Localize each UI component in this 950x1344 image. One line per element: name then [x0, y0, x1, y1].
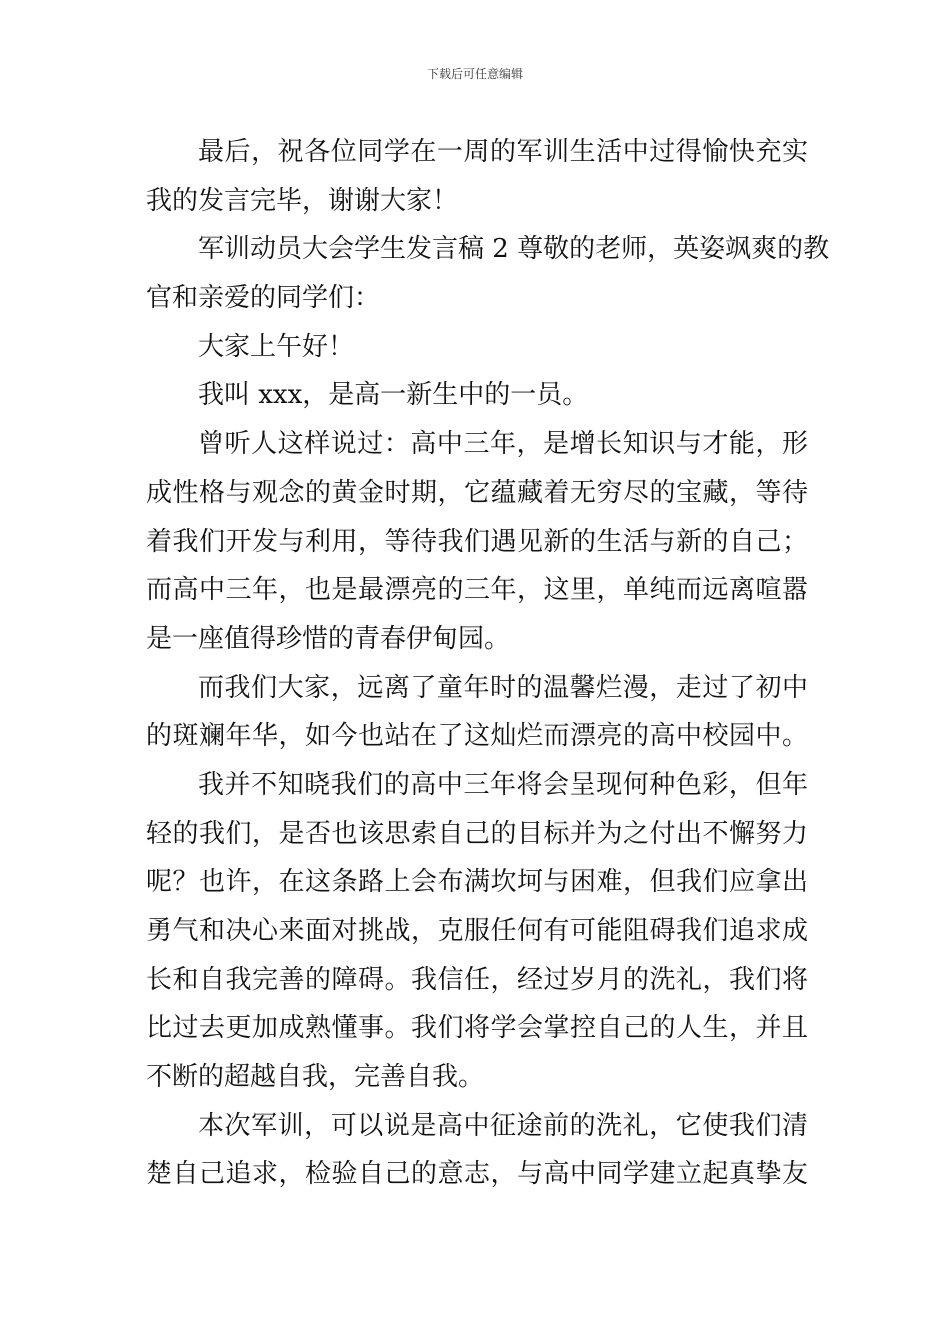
text-line: 比过去更加成熟懂事。我们将学会掌控自己的人生，并且: [146, 1013, 808, 1044]
text-line: 不断的超越自我，完善自我。: [146, 1062, 485, 1093]
text-line: 着我们开发与利用，等待我们遇见新的生活与新的自己；: [146, 526, 808, 557]
text-line: 而高中三年，也是最漂亮的三年，这里，单纯而远离喧嚣: [146, 575, 808, 606]
text-line: 楚自己追求，检验自己的意志，与高中同学建立起真挚友: [146, 1159, 808, 1190]
text-line: 长和自我完善的障碍。我信任，经过岁月的洗礼，我们将: [146, 964, 808, 995]
text-line: 官和亲爱的同学们：: [146, 283, 381, 314]
document-body: [146, 128, 830, 1199]
text-line: 我的发言完毕，谢谢大家！: [146, 185, 459, 216]
text-line: 我叫 xxx，是高一新生中的一员。: [198, 380, 589, 411]
page-header: 下载后可任意编辑: [426, 67, 523, 81]
text-line: 本次军训，可以说是高中征途前的洗礼，它使我们清: [198, 1110, 808, 1141]
text-line: 勇气和决心来面对挑战，克服任何有可能阻碍我们追求成: [146, 916, 808, 946]
text-line: 呢？也许，在这条路上会布满坎坷与困难，但我们应拿出: [146, 867, 808, 898]
text-line: 的斑斓年华，如今也站在了这灿烂而漂亮的高中校园中。: [146, 721, 808, 752]
text-line: 是一座值得珍惜的青春伊甸园。: [146, 623, 511, 654]
text-line: 成性格与观念的黄金时期，它蕴藏着无穷尽的宝藏，等待: [146, 477, 808, 508]
text-line: 最后，祝各位同学在一周的军训生活中过得愉快充实: [198, 137, 808, 167]
text-line: 军训动员大会学生发言稿 2 尊敬的老师，英姿飒爽的教: [198, 234, 830, 265]
text-line: 曾听人这样说过：高中三年，是增长知识与才能，形: [198, 429, 808, 460]
text-line: 我并不知晓我们的高中三年将会呈现何种色彩，但年: [198, 769, 808, 800]
text-line: 轻的我们，是否也该思索自己的目标并为之付出不懈努力: [146, 818, 808, 849]
text-line: 大家上午好！: [198, 331, 355, 362]
text-line: 而我们大家，远离了童年时的温馨烂漫，走过了初中: [198, 672, 808, 703]
